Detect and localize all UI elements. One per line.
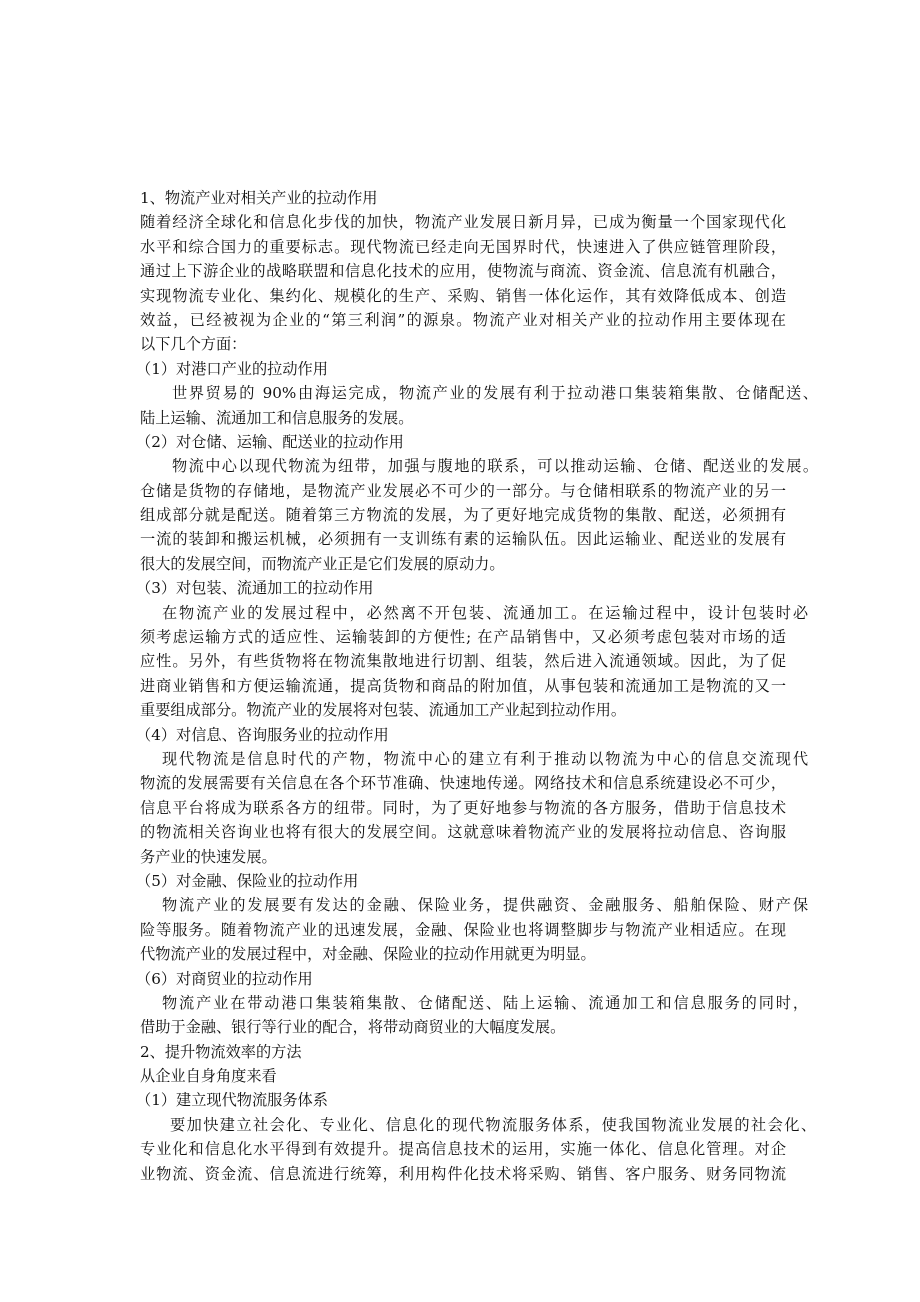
paragraph-line: 须考虑运输方式的适应性、运输装卸的方便性; 在产品销售中，又必须考虑包装对市场的适 xyxy=(140,628,786,647)
subsection-heading: （2）对仓储、运输、配送业的拉动作用 xyxy=(136,432,404,451)
section-heading: 1、物流产业对相关产业的拉动作用 xyxy=(140,189,378,207)
paragraph-line: 要加快建立社会化、专业化、信息化的现代物流服务体系，使我国物流业发展的社会化、 xyxy=(170,1115,816,1134)
subsection-heading: （4）对信息、咨询服务业的拉动作用 xyxy=(136,725,389,744)
paragraph-line: 随着经济全球化和信息化步伐的加快，物流产业发展日新月异，已成为衡量一个国家现代化 xyxy=(140,213,786,232)
paragraph-line: 陆上运输、流通加工和信息服务的发展。 xyxy=(140,408,414,427)
paragraph-line: 很大的发展空间，而物流产业正是它们发展的原动力。 xyxy=(140,554,505,573)
paragraph-line: 代物流产业的发展过程中，对金融、保险业的拉动作用就更为明显。 xyxy=(140,945,596,964)
paragraph-line: 以下几个方面： xyxy=(140,335,247,354)
section-heading: 从企业自身角度来看 xyxy=(140,1067,277,1086)
paragraph-line: 效益，已经被视为企业的“第三利润”的源泉。物流产业对相关产业的拉动作用主要体现在 xyxy=(140,310,786,329)
paragraph-line: 重要组成部分。物流产业的发展将对包装、流通加工产业起到拉动作用。 xyxy=(140,701,626,720)
paragraph-line: 险等服务。随着物流产业的迅速发展，金融、保险业也将调整脚步与物流产业相适应。在现 xyxy=(140,920,786,939)
paragraph-line: 一流的装卸和搬运机械，必须拥有一支训练有素的运输队伍。因此运输业、配送业的发展有 xyxy=(140,530,786,549)
paragraph-line: 通过上下游企业的战略联盟和信息化技术的应用，使物流与商流、资金流、信息流有机融合， xyxy=(140,262,786,281)
section-heading: 2、提升物流效率的方法 xyxy=(140,1042,302,1061)
subsection-heading: （3）对包装、流通加工的拉动作用 xyxy=(136,579,374,598)
paragraph-line: 进商业销售和方便运输流通，提高货物和商品的附加值，从事包装和流通加工是物流的又一 xyxy=(140,676,786,695)
paragraph-line: 在物流产业的发展过程中，必然离不开包装、流通加工。在运输过程中，设计包装时必 xyxy=(162,603,808,622)
paragraph-line: 应性。另外，有些货物将在物流集散地进行切割、组装，然后进入流通领域。因此，为了促 xyxy=(140,652,786,671)
document-page xyxy=(136,186,818,1186)
paragraph-line: 仓储是货物的存储地，是物流产业发展必不可少的一部分。与仓储相联系的物流产业的另一 xyxy=(140,481,786,500)
paragraph-line: 信息平台将成为联系各方的纽带。同时，为了更好地参与物流的各方服务，借助于信息技术 xyxy=(140,798,786,817)
paragraph-line: 的物流相关咨询业也将有很大的发展空间。这就意味着物流产业的发展将拉动信息、咨询服 xyxy=(140,823,786,842)
paragraph-line: 世界贸易的 90%由海运完成，物流产业的发展有利于拉动港口集装箱集散、仓储配送、 xyxy=(172,384,818,403)
paragraph-line: 现代物流是信息时代的产物，物流中心的建立有利于推动以物流为中心的信息交流现代 xyxy=(162,749,808,768)
paragraph-line: 专业化和信息化水平得到有效提升。提高信息技术的运用，实施一体化、信息化管理。对企 xyxy=(140,1140,786,1159)
paragraph-line: 物流的发展需要有关信息在各个环节准确、快速地传递。网络技术和信息系统建设必不可少， xyxy=(140,774,786,793)
subsection-heading: （5）对金融、保险业的拉动作用 xyxy=(136,871,359,890)
paragraph-line: 物流中心以现代物流为纽带，加强与腹地的联系，可以推动运输、仓储、配送业的发展。 xyxy=(172,457,818,476)
subsection-heading: （6）对商贸业的拉动作用 xyxy=(136,969,313,988)
paragraph-line: 务产业的快速发展。 xyxy=(140,847,277,866)
paragraph-line: 业物流、资金流、信息流进行统筹，利用构件化技术将采购、销售、客户服务、财务同物流 xyxy=(140,1164,786,1183)
paragraph-line: 组成部分就是配送。随着第三方物流的发展，为了更好地完成货物的集散、配送，必须拥有 xyxy=(140,506,786,525)
paragraph-line: 实现物流专业化、集约化、规模化的生产、采购、销售一体化运作，其有效降低成本、创造 xyxy=(140,286,786,305)
paragraph-line: 物流产业的发展要有发达的金融、保险业务，提供融资、金融服务、船舶保险、财产保 xyxy=(162,896,808,915)
paragraph-line: 借助于金融、银行等行业的配合，将带动商贸业的大幅度发展。 xyxy=(140,1018,566,1037)
paragraph-line: 物流产业在带动港口集装箱集散、仓储配送、陆上运输、流通加工和信息服务的同时， xyxy=(162,993,808,1012)
paragraph-line: 水平和综合国力的重要标志。现代物流已经走向无国界时代，快速进入了供应链管理阶段， xyxy=(140,237,786,256)
document-body xyxy=(136,186,818,1186)
subsection-heading: （1）对港口产业的拉动作用 xyxy=(136,359,328,378)
subsection-heading: （1）建立现代物流服务体系 xyxy=(136,1091,328,1110)
